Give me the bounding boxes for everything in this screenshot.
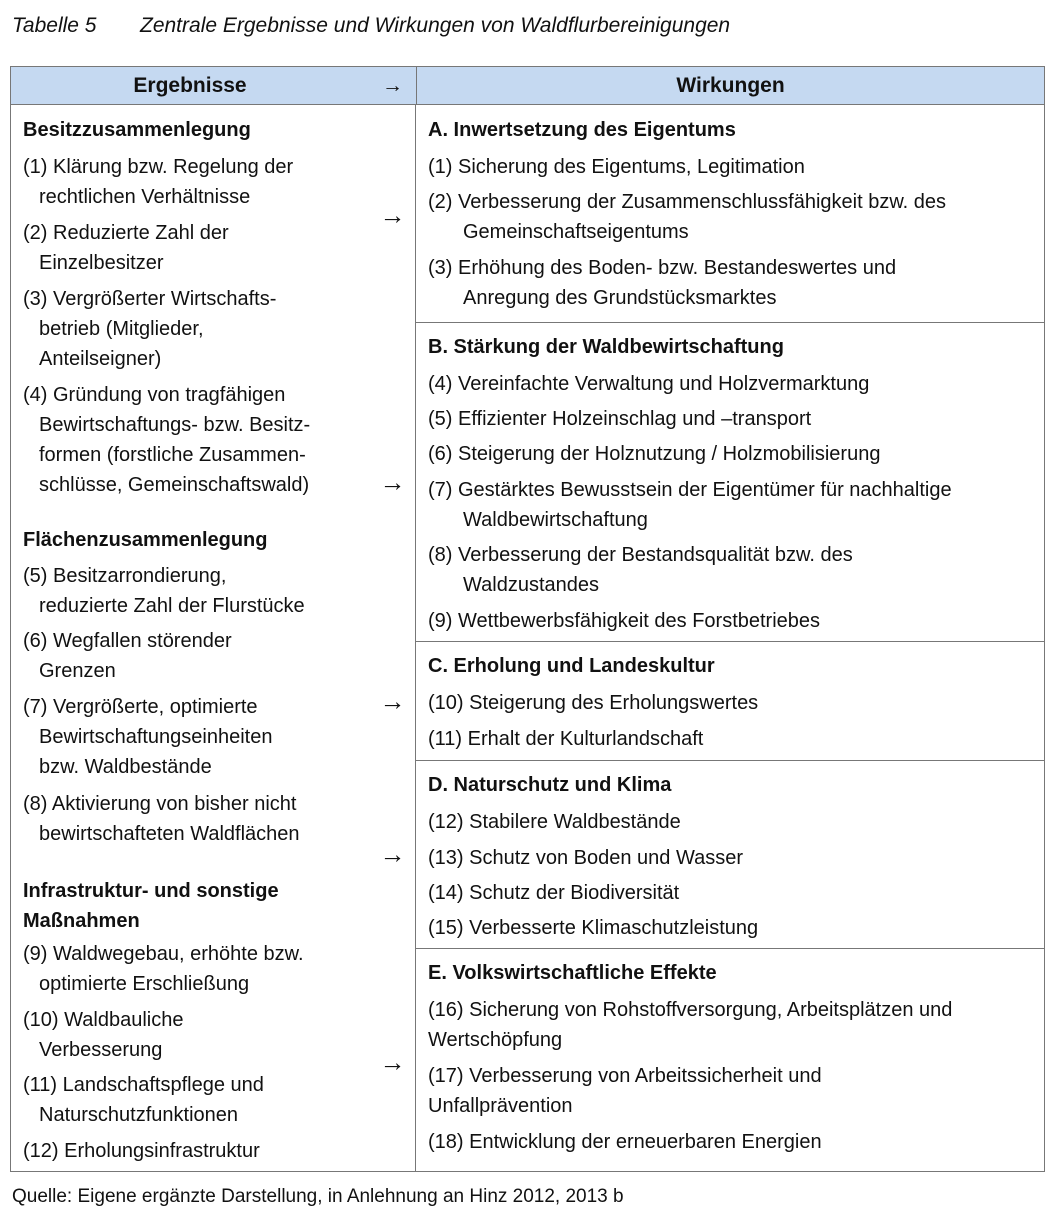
section-c	[416, 641, 1044, 760]
list-item: (14) Schutz der Biodiversität	[428, 882, 680, 904]
list-item: (10) Waldbauliche Verbesserung	[23, 1009, 184, 1061]
arrow-right-icon: →	[379, 686, 406, 716]
section-d	[416, 760, 1044, 948]
section-b	[416, 322, 1044, 641]
list-item: (11) Landschaftspflege und Naturschutzfunktionen	[23, 1074, 264, 1126]
list-item: (9) Wettbewerbsfähigkeit des Forstbetriebes	[428, 610, 821, 632]
list-item: (16) Sicherung von Rohstoffversorgung, Arbeitsplätzen und Wertschöpfung	[428, 999, 953, 1051]
header-ergebnisse: Ergebnisse	[11, 67, 369, 105]
arrow-right-icon: →	[379, 467, 406, 497]
wirkungen-column	[415, 105, 1044, 1171]
group-title: Infrastruktur- und sonstige Maßnahmen	[23, 880, 279, 932]
list-item: (4) Vereinfachte Verwaltung und Holzvermarktung	[428, 373, 870, 395]
list-item: (15) Verbesserte Klimaschutzleistung	[428, 917, 759, 939]
group-title: Besitzzusammenlegung	[23, 119, 251, 141]
list-item: (6) Steigerung der Holznutzung / Holzmobilisierung	[428, 443, 881, 465]
section-e	[416, 948, 1044, 1171]
section-title: D. Naturschutz und Klima	[428, 774, 672, 796]
list-item: (7) Vergrößerte, optimierte Bewirtschaftungseinheiten bzw. Waldbestände	[23, 696, 273, 778]
section-title: E. Volkswirtschaftliche Effekte	[428, 962, 717, 984]
list-item: (3) Vergrößerter Wirtschafts- betrieb (Mitglieder, Anteilseigner)	[23, 288, 277, 370]
list-item: (1) Klärung bzw. Regelung der rechtlichen Verhältnisse	[23, 156, 294, 208]
list-item: (7) Gestärktes Bewusstsein der Eigentümer für nachhaltige Waldbewirtschaftung	[428, 479, 952, 531]
list-item: (6) Wegfallen störender Grenzen	[23, 630, 232, 682]
header-wirkungen: Wirkungen	[416, 67, 1044, 105]
arrow-right-icon: →	[379, 200, 406, 230]
list-item: (2) Verbesserung der Zusammenschlussfähigkeit bzw. des Gemeinschaftseigentums	[428, 191, 947, 243]
list-item: (12) Erholungsinfrastruktur	[23, 1140, 260, 1162]
list-item: (5) Besitzarrondierung, reduzierte Zahl der Flurstücke	[23, 565, 305, 617]
list-item: (10) Steigerung des Erholungswertes	[428, 692, 759, 714]
list-item: (3) Erhöhung des Boden- bzw. Bestandeswertes und Anregung des Grundstücksmarktes	[428, 257, 897, 309]
section-a	[416, 105, 1044, 322]
list-item: (11) Erhalt der Kulturlandschaft	[428, 728, 704, 750]
list-item: (5) Effizienter Holzeinschlag und –transport	[428, 408, 812, 430]
section-title: A. Inwertsetzung des Eigentums	[428, 119, 736, 141]
group-title: Flächenzusammenlegung	[23, 529, 268, 551]
table-title: Zentrale Ergebnisse und Wirkungen von Waldflurbereinigungen	[140, 14, 731, 37]
list-item: (12) Stabilere Waldbestände	[428, 811, 681, 833]
arrow-right-icon: →	[379, 839, 406, 869]
table-caption	[12, 14, 730, 38]
list-item: (13) Schutz von Boden und Wasser	[428, 847, 743, 869]
list-item: (17) Verbesserung von Arbeitssicherheit und Unfallprävention	[428, 1065, 822, 1117]
list-item: (8) Aktivierung von bisher nicht bewirtschafteten Waldflächen	[23, 793, 300, 845]
section-title: C. Erholung und Landeskultur	[428, 655, 715, 677]
list-item: (2) Reduzierte Zahl der Einzelbesitzer	[23, 222, 229, 274]
section-title: B. Stärkung der Waldbewirtschaftung	[428, 336, 784, 358]
list-item: (9) Waldwegebau, erhöhte bzw. optimierte Erschließung	[23, 943, 304, 995]
table-number: Tabelle 5	[12, 14, 97, 37]
results-effects-table	[10, 66, 1045, 1172]
source-note: Quelle: Eigene ergänzte Darstellung, in Anlehnung an Hinz 2012, 2013 b	[12, 1186, 624, 1207]
list-item: (4) Gründung von tragfähigen Bewirtschaftungs- bzw. Besitz- formen (forstliche Zusammen- schlüsse, Gemeinschaftswald)	[23, 384, 311, 496]
arrow-right-icon: →	[379, 1047, 406, 1077]
header-arrow-icon: →	[369, 67, 416, 105]
list-item: (18) Entwicklung der erneuerbaren Energien	[428, 1131, 822, 1153]
list-item: (1) Sicherung des Eigentums, Legitimation	[428, 156, 805, 178]
list-item: (8) Verbesserung der Bestandsqualität bzw. des Waldzustandes	[428, 544, 853, 596]
